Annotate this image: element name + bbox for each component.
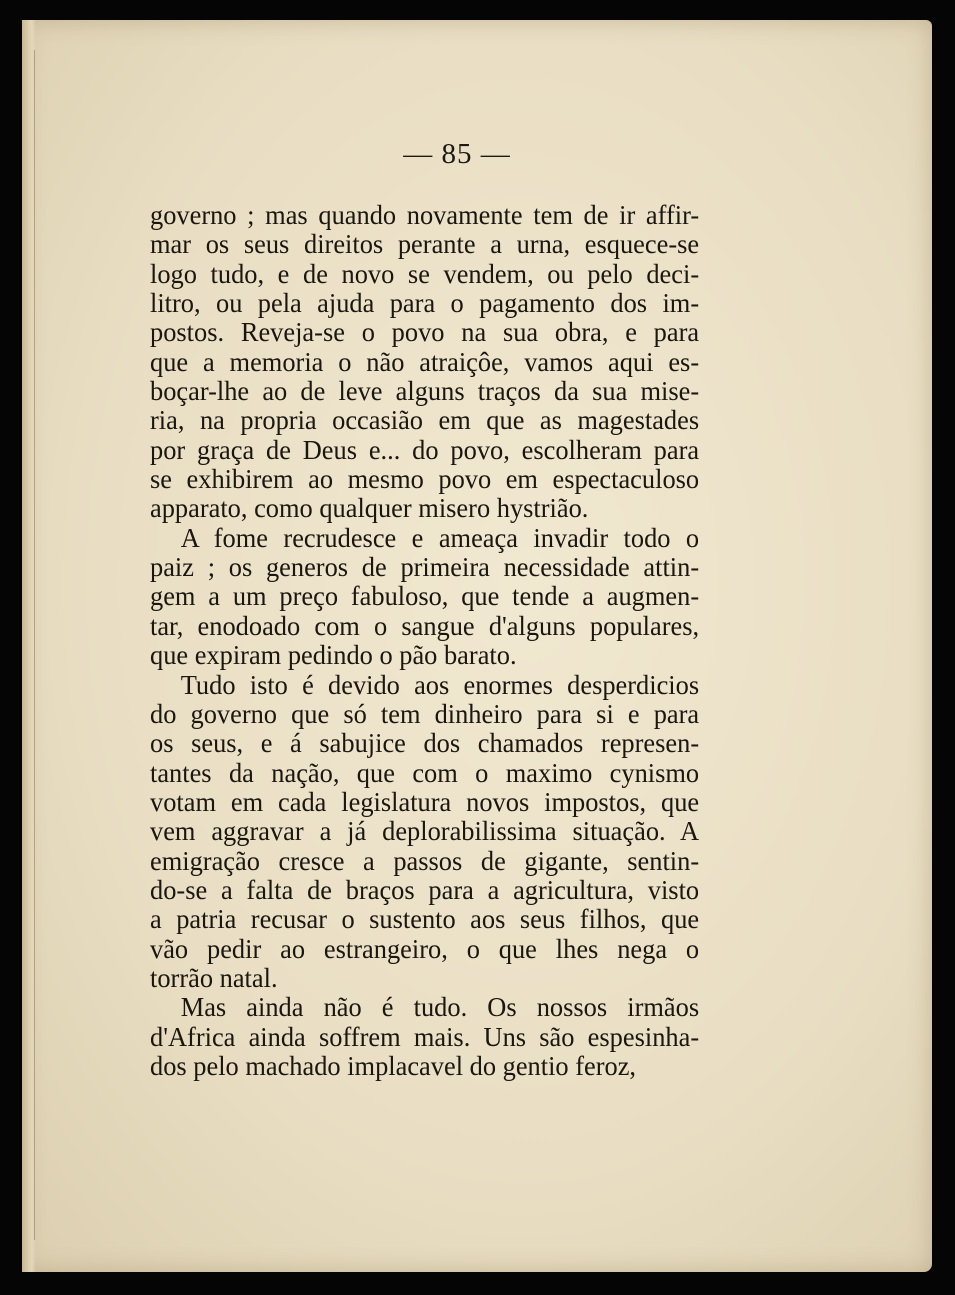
text-line: Mas ainda não é tudo. Os nossos irmãos — [180, 991, 700, 1023]
text-line: ria, na propria occasião em que as magestades — [150, 404, 700, 436]
text-line: apparato, como qualquer misero hystrião. — [150, 492, 589, 524]
text-line: que expiram pedindo o pão barato. — [150, 639, 517, 671]
text-line: paiz ; os generos de primeira necessidade attin- — [150, 551, 700, 583]
text-line: gem a um preço fabuloso, que tende a augmen- — [150, 580, 700, 612]
text-line: dos pelo machado implacavel do gentio feroz, — [150, 1049, 637, 1081]
text-line: a patria recusar o sustento aos seus filhos, que — [150, 903, 700, 935]
text-line: vem aggravar a já deplorabilissima situação. A — [150, 815, 700, 847]
text-line: torrão natal. — [150, 961, 278, 993]
text-line: votam em cada legislatura novos impostos, que — [150, 785, 700, 817]
text-line: governo ; mas quando novamente tem de ir affir- — [150, 199, 700, 230]
text-line: postos. Reveja-se o povo na sua obra, e para — [150, 316, 700, 348]
text-line: litro, ou pela ajuda para o pagamento dos im- — [150, 287, 700, 319]
book-page — [22, 20, 932, 1272]
text-line: do-se a falta de braços para a agricultura, visto — [150, 873, 700, 905]
text-line: Tudo isto é devido aos enormes desperdicios — [180, 668, 700, 700]
text-line: do governo que só tem dinheiro para si e para — [150, 697, 700, 729]
text-line: logo tudo, e de novo se vendem, ou pelo deci- — [150, 257, 700, 289]
text-line: A fome recrudesce e ameaça invadir todo o — [180, 521, 700, 553]
text-line: que a memoria o não atraiçôe, vamos aqui es- — [150, 345, 700, 377]
page-number: — 85 — — [403, 138, 511, 170]
gutter-fold-line — [34, 50, 35, 1240]
text-line: d'Africa ainda soffrem mais. Uns são espesinha- — [150, 1020, 700, 1052]
text-line: tantes da nação, que com o maximo cynismo — [150, 756, 700, 788]
text-line: boçar-lhe ao de leve alguns traços da sua mise- — [150, 375, 700, 407]
text-line: emigração cresce a passos de gigante, sentin- — [150, 844, 700, 876]
text-line: tar, enodoado com o sangue d'alguns populares, — [150, 609, 700, 641]
text-line: vão pedir ao estrangeiro, o que lhes nega o — [150, 932, 700, 964]
text-line: se exhibirem ao mesmo povo em espectaculoso — [150, 463, 700, 495]
body-text — [150, 200, 699, 1080]
text-line: mar os seus direitos perante a urna, esquece-se — [150, 228, 700, 260]
text-line: por graça de Deus e... do povo, escolheram para — [150, 433, 700, 465]
text-line: os seus, e á sabujice dos chamados represen- — [150, 727, 700, 759]
